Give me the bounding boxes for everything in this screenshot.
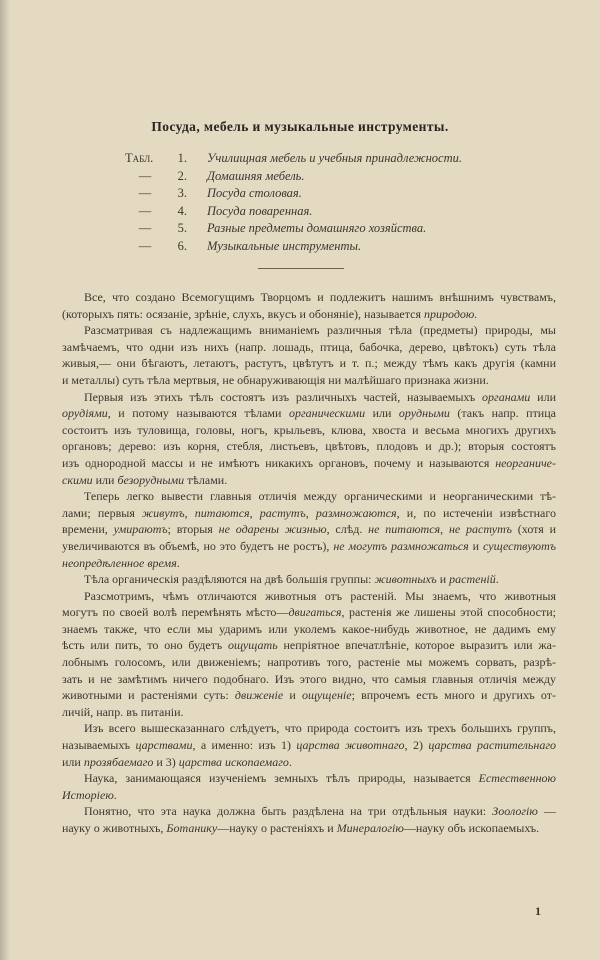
text-run: . [113, 787, 117, 802]
text-run: — [537, 804, 556, 819]
plate-label: Посуда поваренная. [207, 203, 313, 218]
plate-item [125, 238, 462, 256]
text-run: ; вторыя [167, 522, 219, 537]
text-run: , [184, 505, 195, 520]
text-run: и [283, 688, 303, 703]
plate-label: Посуда столовая. [207, 186, 302, 201]
text-run: знаемъ также, что если мы ударимъ или уколемъ какое-нибудь животное, не дадимъ ему [62, 621, 556, 636]
text-line [62, 637, 556, 654]
text-run: и [468, 538, 484, 553]
italic-term: царствами [135, 738, 193, 753]
plate-prefix: — [138, 186, 152, 201]
text-run: , [249, 505, 260, 520]
plate-label: Разные предметы домашняго хозяйства. [207, 221, 427, 236]
text-line [62, 505, 556, 522]
text-run: животными и растеніями суть: [62, 688, 235, 703]
plate-item [125, 185, 462, 203]
text-run: (хотя и [511, 522, 557, 537]
text-run: Понятно, что эта наука должна быть раздѣлена на три отдѣльныя науки: [84, 804, 493, 819]
plate-number: 4. [177, 203, 187, 218]
italic-term: Исторіею [62, 787, 114, 802]
italic-term: прозябаемаго [83, 754, 154, 769]
paragraph [62, 770, 556, 803]
text-run: Изъ всего вышесказаннаго слѣдуетъ, что природа состоитъ изъ трехъ большихъ группъ, [84, 721, 556, 736]
plate-item [125, 168, 462, 186]
italic-term: размножаются [315, 505, 397, 520]
paragraph [62, 289, 556, 322]
text-run: науку о животныхъ, [62, 821, 167, 835]
text-line [62, 604, 556, 621]
plate-prefix: — [138, 221, 152, 236]
paragraph [62, 488, 556, 571]
italic-term: неорганиче- [495, 455, 556, 470]
plate-number: 6. [177, 238, 187, 253]
italic-term: органами [482, 389, 531, 404]
text-run: и [436, 572, 450, 587]
text-line [62, 488, 556, 505]
text-run: или [62, 754, 84, 769]
italic-term: безорудными [117, 472, 185, 487]
text-line [62, 306, 556, 323]
text-run: —науку о растеніяхъ и [217, 821, 337, 835]
text-run: Разсматривая съ надлежащимъ вниманіемъ различныя тѣла (предметы) природы, мы [84, 323, 556, 338]
text-run: могутъ по своей волѣ перемѣнять мѣсто— [62, 605, 289, 620]
italic-term: не одарены жизнью [218, 522, 327, 537]
italic-term: умираютъ [113, 522, 168, 537]
text-run: или [365, 406, 399, 421]
text-line [62, 438, 556, 455]
italic-term: не растутъ [448, 522, 512, 537]
text-run: личій, напр. въ питаніи. [62, 704, 184, 719]
text-line [62, 405, 556, 422]
italic-term: Зоологію [492, 804, 538, 819]
text-run: изъ однородной массы и не имѣютъ никакихъ органовъ, почему и называются [62, 455, 496, 470]
text-run: лами; первыя [62, 505, 143, 520]
body-text [62, 289, 556, 837]
plates-list [125, 150, 462, 256]
italic-term: орудіями [62, 406, 108, 421]
text-run: замѣчаемъ, что одни изъ нихъ (напр. лошадь, птица, бабочка, дерево, цвѣтокъ) суть тѣла [62, 339, 556, 354]
text-run: , [440, 522, 449, 537]
plate-item [125, 220, 462, 238]
italic-term: природою. [424, 306, 478, 321]
italic-term: живутъ [142, 505, 185, 520]
text-line [62, 555, 556, 572]
divider-rule [258, 268, 344, 269]
plate-prefix: — [138, 238, 152, 253]
italic-term: не могутъ размножаться [333, 538, 469, 553]
text-run: живыя,— они бѣгаютъ, летаютъ, растутъ, цвѣтутъ и т. п.; между тѣмъ какъ другія (камни [62, 356, 556, 371]
text-run: лобнымъ голосомъ, или движеніемъ; напротивъ того, растеніе мы можемъ сорвать, разрѣ- [62, 655, 556, 670]
italic-term: животныхъ [374, 572, 437, 587]
text-run: (которыхъ пять: осязаніе, зрѣніе, слухъ, вкусъ и обоняніе), называется [62, 306, 424, 321]
text-run: . [288, 754, 292, 769]
text-line [62, 521, 556, 538]
italic-term: Ботанику [166, 821, 218, 835]
text-run: Разсмотримъ, чѣмъ отличаются животныя отъ растеній. Мы знаемъ, что животныя [84, 588, 556, 603]
plate-prefix: — [138, 203, 152, 218]
text-run: , растенія же лишены этой способности; [341, 605, 556, 620]
text-line [62, 372, 556, 389]
paragraph [62, 588, 556, 721]
text-line [62, 687, 556, 704]
text-run: , и потому называются тѣлами [107, 406, 289, 421]
plate-item [125, 203, 462, 221]
text-run: и металлы) суть тѣла мертвыя, не обнаруживающія ни малѣйшаго признака жизни. [62, 372, 489, 387]
text-run: и 3) [153, 754, 179, 769]
text-line [62, 455, 556, 472]
plate-prefix: — [138, 168, 152, 183]
text-line [62, 322, 556, 339]
text-run: или [92, 472, 118, 487]
text-run: , а именно: изъ 1) [192, 738, 297, 753]
text-line [62, 737, 556, 754]
paragraph [62, 720, 556, 770]
text-run: , слѣд. [326, 522, 369, 537]
text-run: Первыя изъ этихъ тѣлъ состоятъ изъ различныхъ частей, называемыхъ [84, 389, 483, 404]
page-number: 1 [535, 904, 541, 918]
italic-term: органическими [288, 406, 366, 421]
italic-term: царства животнаго [296, 738, 405, 753]
text-run: непріятное впечатлѣніе, которое выразитъ или жа- [277, 638, 557, 653]
text-run: , и, по истеченіи извѣстнаго [396, 505, 556, 520]
italic-term: царства растительнаго [428, 738, 557, 753]
text-run: органовъ; дерево: изъ корня, стебля, листьевъ, цвѣтовъ, плодовъ и др.); вторыя состоятъ [62, 439, 556, 454]
plate-number: 2. [177, 168, 187, 183]
italic-term: неопредѣленное время [62, 555, 177, 570]
text-run: Все, что создано Всемогущимъ Творцомъ и подлежитъ нашимъ внѣшнимъ чувствамъ, [84, 290, 556, 304]
text-run: , [305, 505, 316, 520]
plate-label: Домашняя мебель. [207, 168, 305, 183]
text-run: Тѣла органическія раздѣляются на двѣ большія группы: [84, 572, 375, 587]
text-line [62, 339, 556, 356]
text-line [62, 422, 556, 439]
text-line [62, 538, 556, 555]
italic-term: Естественною [478, 771, 556, 786]
text-run: или [530, 389, 556, 404]
plate-label: Училищная мебель и учебныя принадлежности. [207, 151, 463, 165]
text-line [62, 720, 556, 737]
text-run: , 2) [404, 738, 429, 753]
italic-term: ощущать [227, 638, 278, 653]
text-run: . [176, 555, 180, 570]
italic-term: скими [62, 472, 93, 487]
text-run: ; впрочемъ есть много и другихъ от- [351, 688, 557, 703]
text-line [62, 770, 556, 787]
section-title: Посуда, мебель и музыкальные инструменты. [151, 119, 449, 134]
text-line [62, 389, 556, 406]
plate-number: 1. [177, 151, 187, 165]
text-line [62, 472, 556, 489]
text-line [62, 820, 556, 837]
plate-number: 3. [177, 186, 187, 201]
italic-term: не питаются [368, 522, 441, 537]
paragraph [62, 389, 556, 489]
text-run: увеличиваются въ объемѣ, но это будетъ не ростъ), [62, 538, 334, 553]
text-line [62, 671, 556, 688]
text-run: тѣлами. [184, 472, 228, 487]
italic-term: растутъ [259, 505, 306, 520]
italic-term: двигаться [288, 605, 342, 620]
text-line [62, 654, 556, 671]
italic-term: питаются [194, 505, 250, 520]
text-line [62, 754, 556, 771]
text-run: ѣсть или пить, то оно будетъ [62, 638, 228, 653]
text-run: называемыхъ [62, 738, 136, 753]
paragraph [62, 803, 556, 836]
text-run: состоитъ изъ туловища, головы, ногъ, крыльевъ, клюва, хвоста и весьма многихъ другихъ [62, 422, 556, 437]
text-run: Наука, занимающаяся изученіемъ земныхъ тѣлъ природы, называется [84, 771, 479, 786]
text-run: —науку объ ископаемыхъ. [403, 821, 540, 835]
text-line [62, 787, 556, 804]
text-run: времени, [62, 522, 114, 537]
paragraph [62, 322, 556, 388]
text-run: зать и не замѣтимъ ничего подобнаго. Изъ этого видно, что самыя главныя отличія между [62, 671, 556, 686]
text-run: (такъ напр. птица [449, 406, 556, 421]
italic-term: ощущеніе [302, 688, 352, 703]
plate-number: 5. [177, 221, 187, 236]
italic-term: движеніе [234, 688, 284, 703]
text-run: Теперь легко вывести главныя отличія между органическими и неорганическими тѣ- [84, 489, 556, 504]
paragraph [62, 571, 556, 588]
plate-label: Музыкальные инструменты. [207, 238, 362, 253]
text-line [62, 289, 556, 306]
text-line [62, 704, 556, 721]
text-line [62, 588, 556, 605]
italic-term: Минералогію [336, 821, 404, 835]
italic-term: существуютъ [483, 538, 557, 553]
italic-term: орудными [398, 406, 450, 421]
text-line [62, 803, 556, 820]
text-run: . [495, 572, 499, 587]
page-edge-shadow [0, 0, 10, 960]
text-line [62, 571, 556, 588]
plate-item [125, 150, 462, 168]
italic-term: царства ископаемаго [178, 754, 289, 769]
text-line [62, 355, 556, 372]
text-line [62, 621, 556, 638]
italic-term: растеній [449, 572, 496, 587]
plate-prefix: Табл. [125, 151, 154, 165]
